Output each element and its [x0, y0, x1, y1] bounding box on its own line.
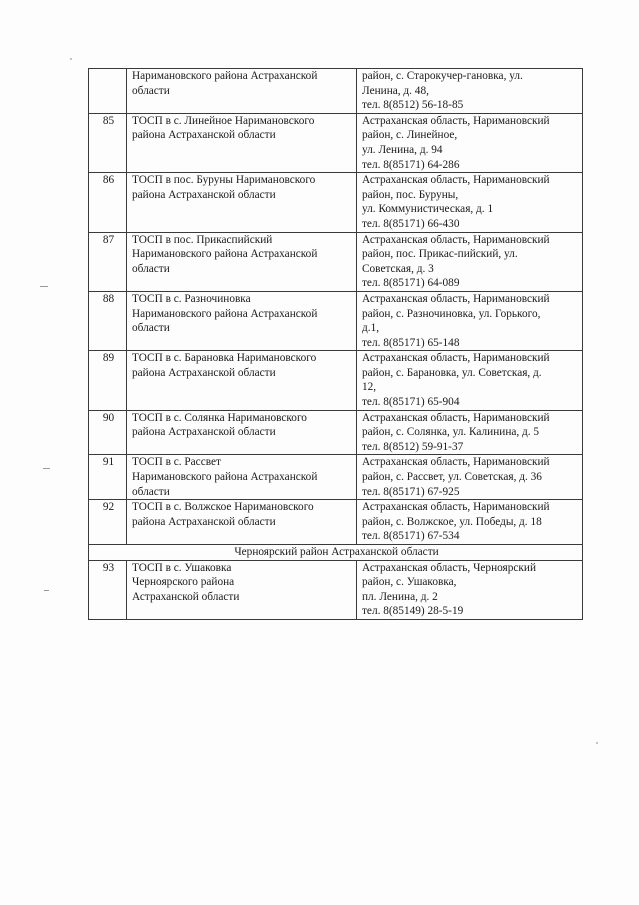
office-name-line: Наримановского района Астраханской — [132, 307, 318, 320]
address-line: район, с. Разночиновка, ул. Горького, — [362, 307, 541, 320]
address-line: Астраханская область, Наримановский — [362, 501, 550, 514]
office-name-line: ТОСП в с. Разночиновка — [132, 292, 251, 305]
address-line: Астраханская область, Наримановский — [362, 114, 550, 127]
scan-artifact — [40, 286, 48, 287]
office-name-line: области — [132, 485, 170, 498]
office-name-line: области — [132, 322, 170, 335]
address-line: район, с. Рассвет, ул. Советская, д. 36 — [362, 471, 542, 484]
office-name-line: области — [132, 262, 170, 275]
address-line: Астраханская область, Наримановский — [362, 233, 550, 246]
office-name-cell — [127, 560, 357, 619]
address-line: Ленина, д. 48, — [362, 84, 429, 97]
address-line: Астраханская область, Наримановский — [362, 174, 550, 187]
address-line: тел. 8(8512) 59-91-37 — [362, 440, 464, 453]
row-number: 90 — [89, 410, 127, 455]
office-name-line: ТОСП в с. Волжское Наримановского — [132, 501, 314, 514]
office-name-line: ТОСП в с. Солянка Наримановского — [132, 411, 307, 424]
row-number: 91 — [89, 455, 127, 500]
office-name-line: Астраханской области — [132, 590, 240, 603]
address-cell — [357, 560, 583, 619]
address-line: Астраханская область, Наримановский — [362, 292, 550, 305]
scan-artifact — [43, 468, 50, 469]
address-cell — [357, 410, 583, 455]
office-name-line: Наримановского района Астраханской — [132, 70, 318, 82]
scan-artifact — [44, 590, 49, 591]
office-name-line: района Астраханской области — [132, 366, 276, 379]
office-name-line: ТОСП в пос. Буруны Наримановского — [132, 174, 316, 187]
row-number: 85 — [89, 113, 127, 172]
offices-table — [88, 68, 583, 620]
office-name-cell — [127, 455, 357, 500]
address-cell — [357, 69, 583, 114]
address-cell — [357, 455, 583, 500]
table-row — [89, 113, 583, 172]
address-line: район, с. Солянка, ул. Калинина, д. 5 — [362, 426, 540, 439]
row-number: 89 — [89, 351, 127, 410]
row-number — [89, 69, 127, 114]
address-cell — [357, 500, 583, 545]
table-row — [89, 291, 583, 350]
office-name-line: области — [132, 84, 170, 97]
table-row — [89, 500, 583, 545]
scan-artifact — [596, 742, 598, 744]
office-name-cell — [127, 351, 357, 410]
row-number: 87 — [89, 232, 127, 291]
table-row — [89, 455, 583, 500]
address-line: тел. 8(85171) 67-534 — [362, 530, 460, 543]
address-line: тел. 8(85149) 28-5-19 — [362, 605, 464, 618]
row-number: 88 — [89, 291, 127, 350]
address-line: район, с. Волжское, ул. Победы, д. 18 — [362, 515, 542, 528]
table-row — [89, 69, 583, 114]
table-row — [89, 560, 583, 619]
address-line: пл. Ленина, д. 2 — [362, 590, 438, 603]
office-name-line: ТОСП в с. Ушаковка — [132, 561, 232, 574]
address-line: Астраханская область, Наримановский — [362, 411, 550, 424]
office-name-line: района Астраханской области — [132, 129, 276, 142]
address-line: д.1, — [362, 322, 380, 335]
section-title: Черноярский район Астраханской области — [89, 545, 583, 561]
office-name-line: Наримановского района Астраханской — [132, 471, 318, 484]
address-line: 12, — [362, 381, 377, 394]
office-name-line: Наримановского района Астраханской — [132, 248, 318, 261]
address-line: район, пос. Прикас-пийский, ул. — [362, 248, 518, 261]
address-cell — [357, 351, 583, 410]
address-line: Астраханская область, Наримановский — [362, 352, 550, 365]
row-number: 93 — [89, 560, 127, 619]
section-row — [89, 545, 583, 561]
address-line: тел. 8(85171) 65-148 — [362, 336, 460, 349]
table-row — [89, 173, 583, 232]
row-number: 92 — [89, 500, 127, 545]
office-name-cell — [127, 113, 357, 172]
address-line: район, с. Ушаковка, — [362, 576, 457, 589]
row-number: 86 — [89, 173, 127, 232]
address-line: Астраханская область, Черноярский — [362, 561, 536, 574]
office-name-cell — [127, 410, 357, 455]
office-name-line: района Астраханской области — [132, 426, 276, 439]
office-name-cell — [127, 232, 357, 291]
office-name-cell — [127, 69, 357, 114]
address-line: район, с. Линейное, — [362, 129, 458, 142]
office-name-cell — [127, 173, 357, 232]
address-line: ул. Ленина, д. 94 — [362, 143, 443, 156]
office-name-line: ТОСП в с. Линейное Наримановского — [132, 114, 315, 127]
address-line: тел. 8(85171) 67-925 — [362, 485, 460, 498]
address-line: тел. 8(85171) 64-286 — [362, 158, 460, 171]
office-name-cell — [127, 291, 357, 350]
address-line: тел. 8(85171) 64-089 — [362, 277, 460, 290]
address-cell — [357, 173, 583, 232]
office-name-line: района Астраханской области — [132, 188, 276, 201]
office-name-line: Черноярского района — [132, 576, 235, 589]
table-row — [89, 232, 583, 291]
address-line: тел. 8(85171) 65-904 — [362, 396, 460, 409]
address-line: район, с. Старокучер-гановка, ул. — [362, 70, 523, 82]
address-line: Астраханская область, Наримановский — [362, 456, 550, 469]
office-name-line: ТОСП в с. Рассвет — [132, 456, 221, 469]
office-name-line: ТОСП в пос. Прикаспийский — [132, 233, 273, 246]
address-line: тел. 8(8512) 56-18-85 — [362, 99, 464, 112]
address-line: тел. 8(85171) 66-430 — [362, 217, 460, 230]
table-row — [89, 410, 583, 455]
office-name-line: района Астраханской области — [132, 515, 276, 528]
table-row — [89, 351, 583, 410]
office-name-line: ТОСП в с. Барановка Наримановского — [132, 352, 317, 365]
address-cell — [357, 232, 583, 291]
address-line: район, с. Барановка, ул. Советская, д. — [362, 366, 542, 379]
address-cell — [357, 291, 583, 350]
address-cell — [357, 113, 583, 172]
table-body — [89, 69, 583, 620]
address-line: Советская, д. 3 — [362, 262, 434, 275]
scan-artifact — [70, 58, 72, 60]
address-line: район, пос. Буруны, — [362, 188, 459, 201]
office-name-cell — [127, 500, 357, 545]
address-line: ул. Коммунистическая, д. 1 — [362, 203, 494, 216]
